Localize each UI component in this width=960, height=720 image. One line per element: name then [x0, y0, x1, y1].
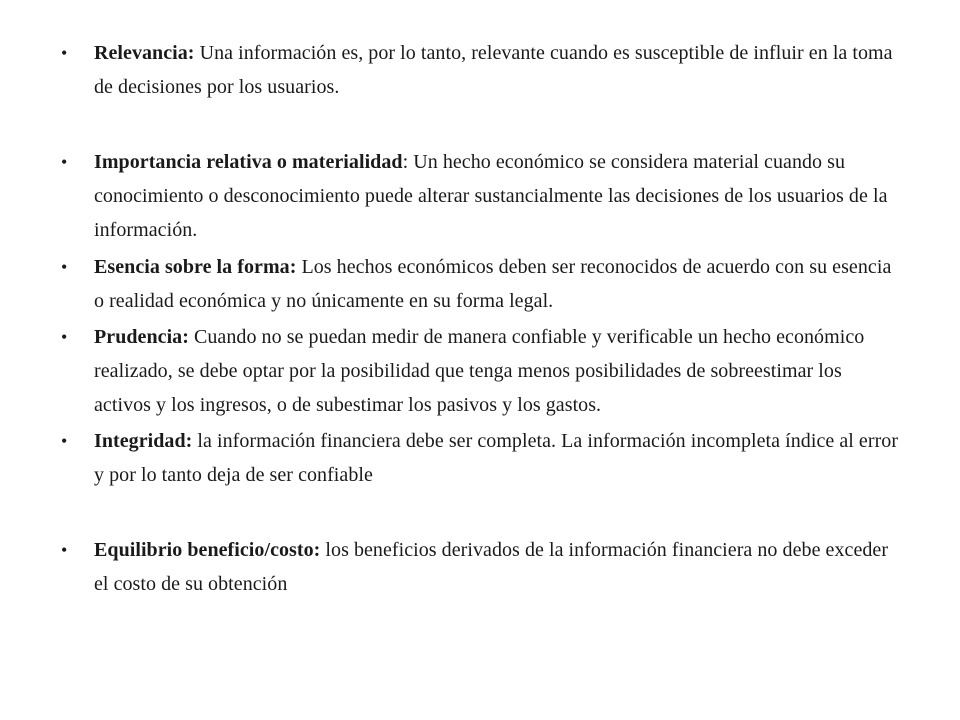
list-item-esencia	[61, 250, 901, 318]
bullet-icon: •	[61, 540, 68, 560]
term-label: Esencia sobre la forma:	[94, 256, 297, 278]
term-label: Integridad:	[94, 430, 193, 452]
list-item-text	[94, 250, 901, 318]
term-description: Cuando no se puedan medir de manera confiable y verificable un hecho económico realizado, se debe optar por la posibilidad que tenga menos posibilidades de sobreestimar los activos y los ingresos, o de subestimar los pasivos y los gastos.	[94, 326, 865, 416]
list-item-text	[94, 533, 901, 601]
term-description: Una información es, por lo tanto, relevante cuando es susceptible de influir en la toma de decisiones por los usuarios.	[94, 42, 893, 98]
list-item-text	[94, 320, 901, 422]
list-item-equilibrio	[61, 533, 901, 601]
bullet-icon: •	[61, 327, 68, 347]
term-label: Prudencia:	[94, 326, 189, 348]
bullet-icon: •	[61, 152, 68, 172]
term-description: los beneficios derivados de la información financiera no debe exceder el costo de su obtención	[94, 539, 889, 595]
list-item-prudencia	[61, 320, 901, 422]
term-label: Importancia relativa o materialidad	[94, 151, 403, 173]
bullet-icon: •	[61, 257, 68, 277]
list-item-integridad	[61, 424, 901, 492]
list-item-text	[94, 424, 901, 492]
list-item-text	[94, 36, 901, 104]
list-item-materialidad	[61, 145, 901, 247]
list-item-relevancia	[61, 36, 901, 104]
term-description: : Un hecho económico se considera material cuando su conocimiento o desconocimiento puede alterar sustancialmente las decisiones de los usuarios de la información.	[94, 151, 888, 241]
bullet-icon: •	[61, 43, 68, 63]
list-item-text	[94, 145, 901, 247]
term-description: la información financiera debe ser completa. La información incompleta índice al error y por lo tanto deja de ser confiable	[94, 430, 899, 486]
term-label: Equilibrio beneficio/costo:	[94, 539, 321, 561]
term-label: Relevancia:	[94, 42, 195, 64]
bullet-icon: •	[61, 431, 68, 451]
term-description: Los hechos económicos deben ser reconocidos de acuerdo con su esencia o realidad económica y no únicamente en su forma legal.	[94, 256, 892, 312]
